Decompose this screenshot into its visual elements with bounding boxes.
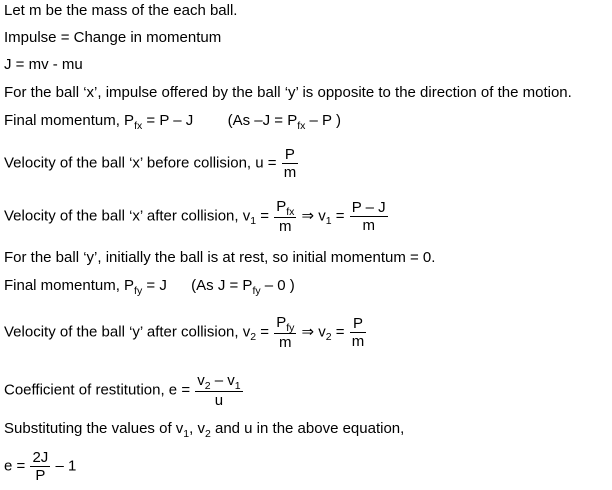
equals: =: [331, 323, 349, 341]
note: – P ): [305, 112, 341, 129]
line-final-momentum-y: [4, 277, 295, 296]
subscript: 2: [204, 380, 211, 392]
text: J = mv - mu: [4, 56, 83, 73]
fraction: [274, 198, 296, 235]
line-substituting: [4, 420, 404, 439]
subscript: fy: [286, 322, 295, 334]
numerator: P: [352, 315, 363, 332]
subscript: fy: [134, 285, 143, 297]
line-velocity-x-after: [4, 198, 389, 235]
subscript: fy: [252, 285, 261, 297]
subscript: 1: [250, 215, 257, 228]
text: Velocity of the ball ‘x’ after collision, v: [4, 207, 251, 225]
text: – 1: [51, 457, 77, 475]
symbol: v: [197, 372, 205, 389]
symbol: P: [276, 198, 287, 215]
text: Velocity of the ball ‘x’ before collision, u =: [4, 154, 281, 172]
subscript: 2: [325, 331, 332, 344]
line-velocity-x-before: [4, 146, 299, 181]
text: Final momentum, P: [4, 277, 135, 294]
line-ball-y-rest: [4, 249, 435, 267]
text: Final momentum,: [4, 112, 125, 129]
text: Substituting the values of v: [4, 420, 184, 437]
text: Impulse = Change in momentum: [4, 29, 222, 46]
numerator: [274, 314, 296, 333]
subscript: 2: [250, 331, 257, 344]
subscript: fx: [297, 120, 306, 132]
symbol: P: [124, 112, 135, 129]
subscript: 1: [183, 428, 190, 440]
equals: =: [256, 323, 274, 341]
implies: ⇒ v: [297, 207, 326, 225]
denominator: u: [214, 392, 224, 409]
text: = J: [142, 277, 167, 294]
line-velocity-y-after: [4, 314, 367, 351]
text: e =: [4, 457, 30, 475]
text: For the ball ‘x’, impulse offered by the ball ‘y’ is opposite to the direction of the motion.: [4, 84, 572, 101]
numerator: [195, 372, 242, 391]
line-coefficient-restitution: [4, 372, 244, 409]
fraction: [350, 199, 388, 234]
denominator: m: [279, 334, 292, 351]
denominator: m: [283, 164, 297, 181]
subscript: 1: [325, 215, 332, 228]
denominator: m: [351, 333, 365, 350]
text: Coefficient of restitution, e =: [4, 381, 195, 399]
text: = P – J: [142, 112, 194, 129]
numerator: P: [284, 146, 295, 163]
implies: ⇒ v: [297, 323, 326, 341]
equals: =: [256, 207, 274, 225]
fraction: [282, 146, 299, 181]
text: , v: [189, 420, 205, 437]
fraction: [195, 372, 242, 409]
line-final-result: [4, 449, 76, 484]
line-impulse-definition: [4, 29, 221, 47]
fraction: [274, 314, 296, 351]
line-final-momentum-x: [4, 112, 341, 131]
equals: =: [331, 207, 349, 225]
fraction: [30, 449, 50, 484]
denominator: m: [279, 218, 292, 235]
subscript: fx: [286, 206, 295, 218]
symbol: – v: [210, 372, 235, 389]
text: For the ball ‘y’, initially the ball is at rest, so initial momentum = 0.: [4, 249, 436, 266]
symbol: P: [276, 314, 287, 331]
line-ball-x-impulse: [4, 84, 572, 102]
denominator: P: [35, 467, 46, 484]
subscript: 1: [234, 380, 241, 392]
note: (As J = P: [191, 277, 253, 294]
numerator: [274, 198, 296, 217]
text: Let m be the mass of the each ball.: [4, 2, 238, 19]
numerator: 2J: [32, 449, 49, 466]
numerator: P – J: [351, 199, 386, 216]
denominator: m: [362, 217, 375, 234]
note: (As –J = P: [227, 112, 298, 129]
text: Velocity of the ball ‘y’ after collision, v: [4, 323, 251, 341]
line-mass-definition: [4, 2, 237, 20]
subscript: fx: [134, 120, 143, 132]
text: and u in the above equation,: [210, 420, 405, 437]
subscript: 2: [204, 428, 211, 440]
note: – 0 ): [260, 277, 295, 294]
line-impulse-formula: [4, 56, 83, 74]
fraction: [350, 315, 367, 350]
